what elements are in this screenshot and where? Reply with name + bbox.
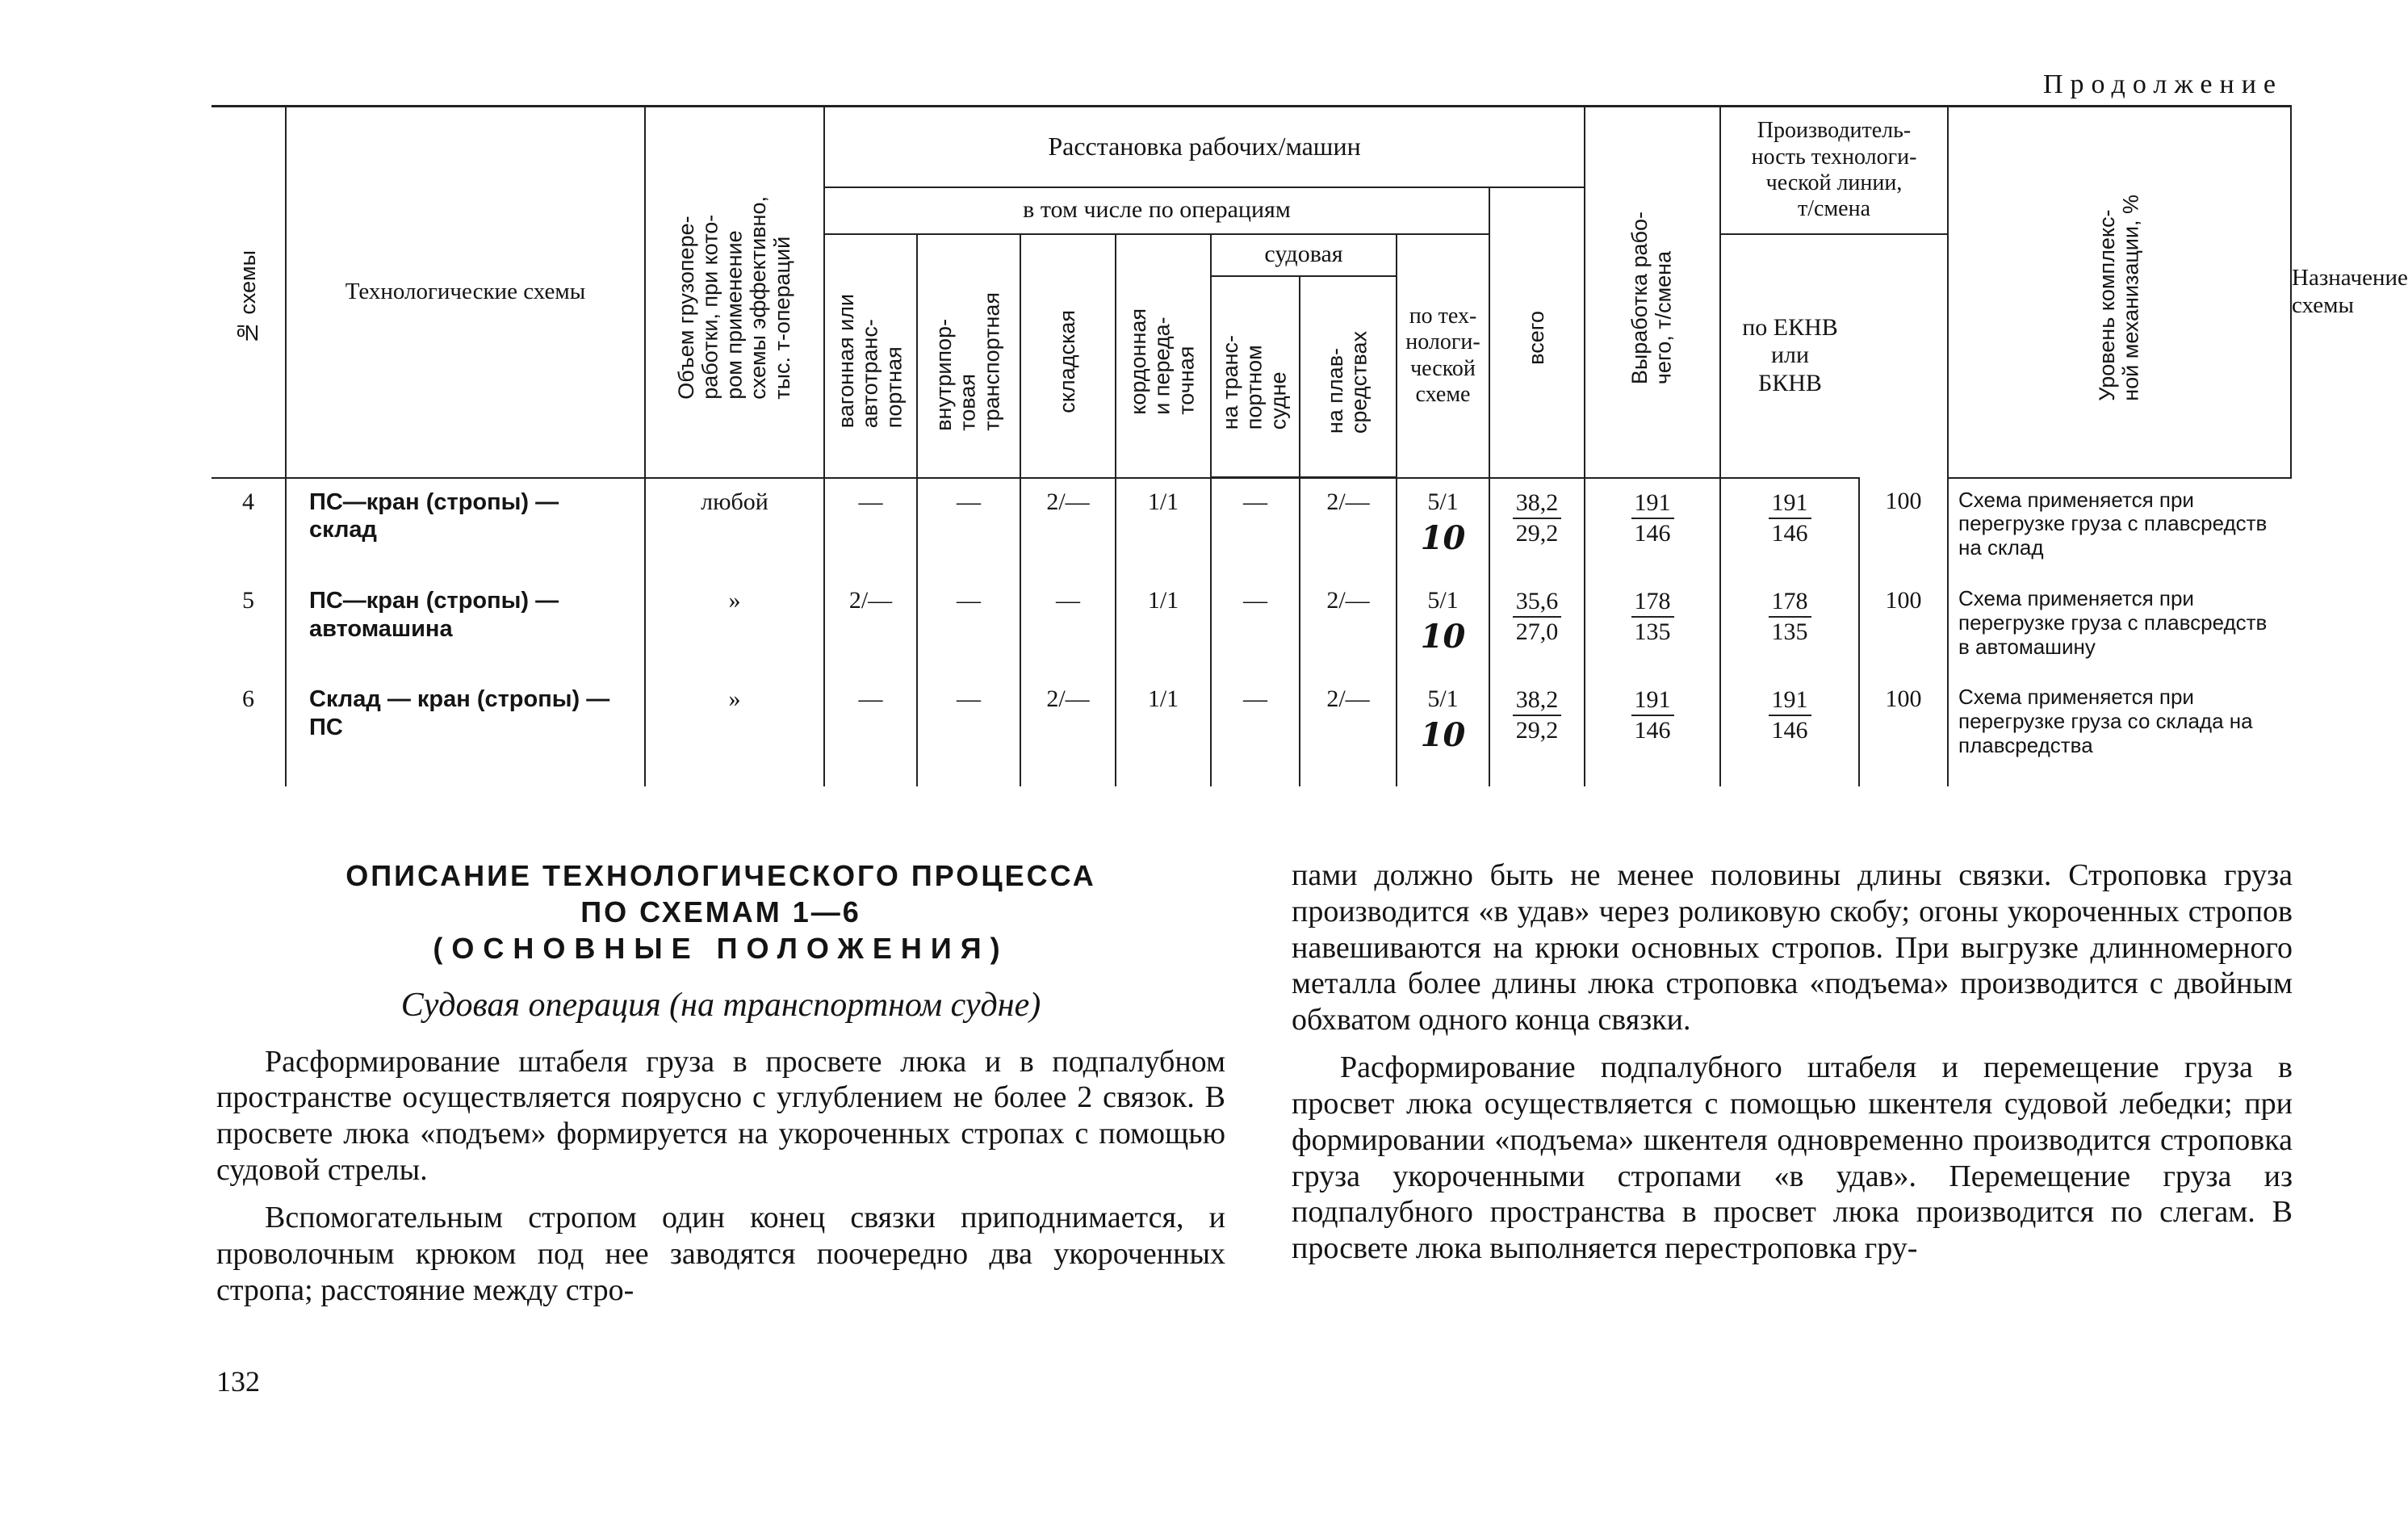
header-total: всего	[1489, 187, 1585, 478]
header-cordon: кордонная и переда- точная	[1116, 234, 1211, 478]
header-wagon: вагонная или автотранс- портная	[824, 234, 917, 478]
cell-total: 5/1 10	[1397, 577, 1489, 676]
cell-no: 6	[211, 676, 286, 786]
cell-cordon: 1/1	[1116, 676, 1211, 786]
cell-purpose: Схема применяется при перегрузке груза с плавсредств на склад	[1948, 478, 2291, 578]
continuation-label: Продолжение	[2042, 69, 2283, 99]
cell-total: 5/1 10	[1397, 478, 1489, 578]
cell-prod-ekhv: $\frac{178}{135}$	[1720, 577, 1859, 676]
cell-prod-ekhv: $\frac{191}{146}$	[1720, 478, 1859, 578]
section-title: ОПИСАНИЕ ТЕХНОЛОГИЧЕСКОГО ПРОЦЕССА ПО СХЕМАМ 1—6 (ОСНОВНЫЕ ПОЛОЖЕНИЯ)	[345, 859, 1096, 965]
cell-no: 5	[211, 577, 286, 676]
cell-internal: —	[917, 577, 1020, 676]
cell-prod-scheme: $\frac{191}{146}$	[1585, 676, 1720, 786]
header-internal: внутрипор- товая транспортная	[917, 234, 1020, 478]
header-by-operations: в том числе по операциям	[824, 187, 1489, 234]
header-productivity: Производитель- ность технологи- ческой линии, т/смена	[1720, 107, 1948, 234]
header-warehouse: складская	[1020, 234, 1116, 478]
cell-wagon: 2/—	[824, 577, 917, 676]
paragraph: Вспомогательным стропом один конец связки приподнимается, и проволочным крюком под нее заводятся поочередно два укороченных стропа; расстояние между стро-	[216, 1200, 1225, 1307]
cell-mech: 100	[1859, 478, 1948, 578]
cell-ship-float: 2/—	[1300, 577, 1397, 676]
page-number: 132	[216, 1365, 260, 1398]
header-by-scheme: по тех- нологи- ческой схеме	[1397, 234, 1489, 478]
cell-wagon: —	[824, 676, 917, 786]
paragraph: Расформирование штабеля груза в просвете люка и в подпалубном пространстве осуществляется поярусно с углублением не более 2 связок. В просвете люка «подъем» формируется на укороченных стропах с помощью судовой стрелы.	[216, 1044, 1225, 1188]
handwritten-note: 10	[1420, 618, 1466, 656]
cell-cordon: 1/1	[1116, 478, 1211, 578]
header-output: Выработка рабо- чего, т/смена	[1585, 107, 1720, 478]
cell-volume: »	[645, 676, 824, 786]
header-ship-transport: на транс- портном судне	[1211, 276, 1300, 478]
cell-purpose: Схема применяется при перегрузке груза со склада на плавсредства	[1948, 676, 2291, 786]
cell-volume: »	[645, 577, 824, 676]
header-tech-schemes: Технологические схемы	[286, 107, 645, 478]
section-subtitle: Судовая операция (на транспортном судне)	[400, 987, 1041, 1024]
cell-mech: 100	[1859, 676, 1948, 786]
cell-warehouse: 2/—	[1020, 478, 1116, 578]
cell-ship-transport: —	[1211, 676, 1300, 786]
header-volume: Объем грузопере- работки, при кото- ром применение схемы эффективно, тыс. т-операций	[645, 107, 824, 478]
cell-no: 4	[211, 478, 286, 578]
cell-prod-ekhv: $\frac{191}{146}$	[1720, 676, 1859, 786]
cell-output: $\frac{38,2}{29,2}$	[1489, 676, 1585, 786]
table-row	[211, 676, 2291, 786]
cell-scheme: Склад — кран (стропы) — ПС	[286, 676, 645, 786]
header-mech-level: Уровень комплекс- ной механизации, %	[1948, 107, 2291, 478]
cell-prod-scheme: $\frac{178}{135}$	[1585, 577, 1720, 676]
header-ship: судовая	[1211, 234, 1397, 276]
cell-prod-scheme: $\frac{191}{146}$	[1585, 478, 1720, 578]
handwritten-note: 10	[1420, 518, 1466, 557]
cell-scheme: ПС—кран (стропы) — автомашина	[286, 577, 645, 676]
header-ship-float: на плав- средствах	[1300, 276, 1397, 478]
header-placement: Расстановка рабочих/машин	[824, 107, 1585, 187]
cell-total: 5/1 10	[1397, 676, 1489, 786]
cell-output: $\frac{35,6}{27,0}$	[1489, 577, 1585, 676]
paragraph: пами должно быть не менее половины длины связки. Строповка груза производится «в удав» через роликовую скобу; огоны укороченных стропов навешиваются на крюки основных стропов. При выгрузке длинномерного металла более длины люка строповка «подъема» производится с двойным обхватом одного конца связки.	[1292, 858, 2293, 1037]
header-by-ekhv: по ЕКНВ или БКНВ	[1720, 234, 1859, 478]
cell-internal: —	[917, 676, 1020, 786]
text-column-left	[216, 857, 1225, 1319]
paragraph: Расформирование подпалубного штабеля и перемещение груза в просвет люка осуществляется с помощью шкентеля судовой лебедки; при формировании «подъема» шкентеля одновременно производится строповка груза укороченными стропами «в удав». Перемещение груза из подпалубного пространства в просвет люка производится по слегам. В просвете люка выполняется перестроповка гру-	[1292, 1050, 2293, 1266]
table-row	[211, 478, 2291, 578]
cell-internal: —	[917, 478, 1020, 578]
cell-warehouse: 2/—	[1020, 676, 1116, 786]
schemes-table-wrap	[211, 105, 2408, 786]
cell-mech: 100	[1859, 577, 1948, 676]
cell-purpose: Схема применяется при перегрузке груза с плавсредств в автомашину	[1948, 577, 2291, 676]
cell-ship-transport: —	[1211, 478, 1300, 578]
cell-ship-transport: —	[1211, 577, 1300, 676]
table-row	[211, 577, 2291, 676]
cell-volume: любой	[645, 478, 824, 578]
cell-warehouse: —	[1020, 577, 1116, 676]
cell-ship-float: 2/—	[1300, 478, 1397, 578]
cell-output: $\frac{38,2}{29,2}$	[1489, 478, 1585, 578]
header-scheme-no: № схемы	[211, 107, 286, 478]
handwritten-note: 10	[1420, 716, 1466, 754]
cell-wagon: —	[824, 478, 917, 578]
cell-ship-float: 2/—	[1300, 676, 1397, 786]
cell-scheme: ПС—кран (стропы) — склад	[286, 478, 645, 578]
cell-cordon: 1/1	[1116, 577, 1211, 676]
schemes-table: № схемы Технологические схемы Объем грузопере- работки, при кото- ром применение схемы эффективно, тыс. т-операций Расстановка рабочих/машин Выработка рабо- чего, т/смена Производитель- ность технологи- ческой линии, т/смена Уровень комплекс- ной механизации, % Назначение схемы в том числе по операциям всего вагонная или автотранс- портная внутрипор- товая транспортная складская кордонная и переда- точная судовая по тех- нологи- ческой схеме по ЕКНВ или БКНВ на транс- портном судне на плав- средствах 4 ПС—кран (стропы) — склад любой — — 2/— 1/1 — 2/— 5/1 10 $\frac{38,2}{29,2}$ $\frac{191}{146}$ $\frac{191}{146}$ 100 Схема применяется при перегрузке груза с плавсредств на склад 5 ПС—кран (стропы) — автомашина » 2/— — — 1/1 — 2/— 5/1 10 $\frac{35,6}{27,0}$ $\frac{178}{135}$ $\frac{178}{135}$ 100 Схема применяется при перегрузке груза с плавсредств в автомашину 6 Склад — кран (стропы) — ПС » — — 2/— 1/1 — 2/— 5/1 10 $\frac{38,2}{29,2}$ $\frac{191}{146}$ $\frac{191}{146}$ 100 Схема применяется при перегрузке груза со склада на плавсредства	[211, 105, 2291, 786]
text-column-right	[1292, 857, 2293, 1278]
